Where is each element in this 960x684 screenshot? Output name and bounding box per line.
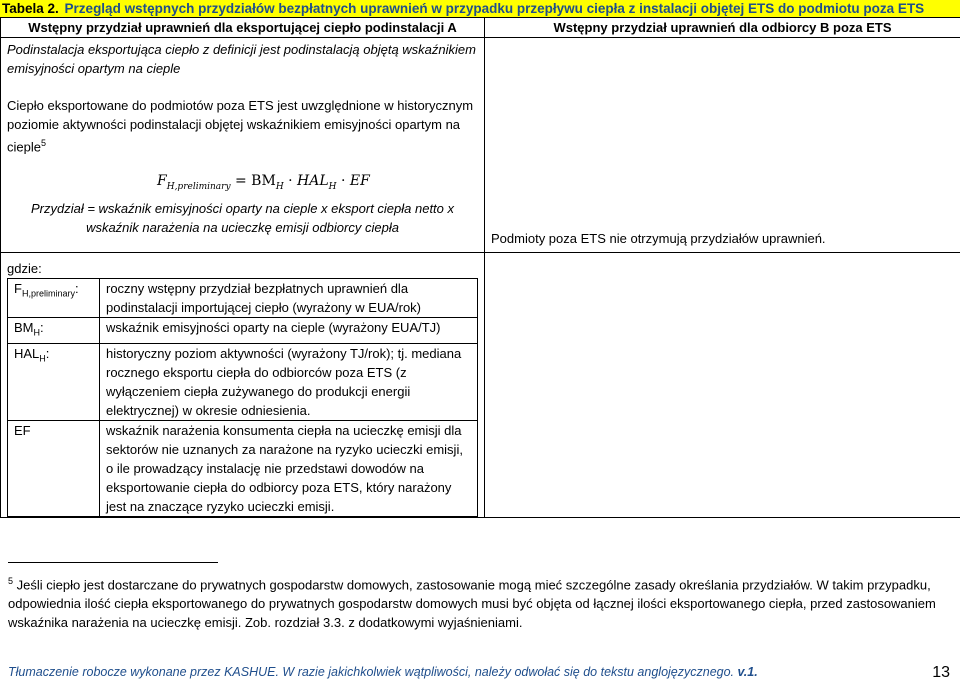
footnote-ref: 5 xyxy=(40,138,46,148)
definition-symbol: $BM_H$: xyxy=(8,318,100,344)
definition-row xyxy=(8,420,478,516)
caption-label: Tabela 2. xyxy=(2,1,59,16)
right-upper-cell xyxy=(485,38,960,253)
allocation-formula xyxy=(7,172,478,197)
definition-row xyxy=(8,343,478,420)
header-non-ets-consumer: Wstępny przydział uprawnień dla odbiorcy B poza ETS xyxy=(485,18,960,38)
footer-text: Tłumaczenie robocze wykonane przez KASHUE. W razie jakichkolwiek wątpliwości, należy odwołać się do tekstu anglojęzycznego. xyxy=(8,665,735,679)
non-ets-note: Podmioty poza ETS nie otrzymują przydziałów uprawnień. xyxy=(491,231,826,246)
formula-f-sub: H,preliminary xyxy=(166,182,231,193)
definition-symbol: $HAL_H$: xyxy=(8,343,100,420)
footnote-number: 5 xyxy=(8,576,14,586)
formula-hal: HAL xyxy=(297,173,329,190)
definitions-list xyxy=(7,278,478,517)
allocation-description: Przydział = wskaźnik emisyjności oparty na cieple x eksport ciepła netto x wskaźnik narażenia na ucieczkę emisji odbiorcy ciepła xyxy=(30,201,455,236)
footnote-text: Jeśli ciepło jest dostarczane do prywatnych gospodarstw domowych, zastosowanie mogą mieć szczególne zasady określania przydziałów. W takim przypadku, odpowiednia ilość ciepła eksportowanego do prywatnych gospodarstw domowych musi być objęta od łącznej ilości eksportowanego ciepła, przed zastosowaniem wskaźnika narażenia na ucieczkę emisji. Zob. rozdział 3.3. z dodatkowymi wyjaśnieniami. xyxy=(8,577,936,631)
formula-bm: = BM xyxy=(235,173,276,190)
heat-export-text: Ciepło eksportowane do podmiotów poza ETS jest uwzględnione w historycznym poziomie aktywności podinstalacji objętej wskaźnikiem emisyjności opartym na cieple xyxy=(7,98,474,155)
definitions-cell xyxy=(1,253,485,518)
footer-version: v.1. xyxy=(737,665,758,679)
definition-row xyxy=(8,318,478,344)
table-lower-row xyxy=(1,253,960,518)
definition-row xyxy=(8,279,478,318)
definition-text: wskaźnik narażenia konsumenta ciepła na ucieczkę emisji dla sektorów nie uznanych za narażone na ryzyko ucieczki emisji, o ile prowadzący instalację nie przedstawi dowodów na eksportowanie ciepła do odbiorcy poza ETS, który narażony jest na znaczące ryzyko ucieczki emisji. xyxy=(100,420,478,516)
right-lower-cell xyxy=(485,253,960,518)
page-number: 13 xyxy=(932,664,950,681)
formula-dot: · xyxy=(288,173,293,190)
formula-hal-sub: H xyxy=(328,182,337,193)
definition-text: roczny wstępny przydział bezpłatnych uprawnień dla podinstalacji importującej ciepło (wyrażony w EUA/rok) xyxy=(100,279,478,318)
header-exporting-subinstallation: Wstępny przydział uprawnień dla eksportującej ciepło podinstalacji A xyxy=(1,18,485,38)
definition-symbol: $F_{H,preliminary}$: xyxy=(8,279,100,318)
heat-export-paragraph xyxy=(7,96,478,156)
formula-dot: · xyxy=(340,173,346,190)
intro-italic: Podinstalacja eksportująca ciepło z definicji jest podinstalacją objętą wskaźnikiem emisyjności opartym na cieple xyxy=(7,42,476,76)
formula-ef: EF xyxy=(349,173,370,190)
definition-text: historyczny poziom aktywności (wyrażony TJ/rok); tj. mediana rocznego eksportu ciepła do odbiorców poza ETS (z wyłączeniem ciepła zużywanego do produkcji energii elektrycznej) w okresie odniesienia. xyxy=(100,343,478,420)
formula-bm-sub: H xyxy=(275,182,284,193)
allocation-table xyxy=(0,17,960,518)
definition-symbol: EF xyxy=(8,420,100,516)
table-caption xyxy=(0,0,960,17)
table-header-row xyxy=(1,18,960,38)
formula-f: F xyxy=(157,173,167,190)
footer-note xyxy=(8,665,758,679)
table-upper-row xyxy=(1,38,960,253)
left-upper-cell xyxy=(1,38,485,253)
definition-text: wskaźnik emisyjności oparty na cieple (wyrażony EUA/TJ) xyxy=(100,318,478,344)
footnote-separator xyxy=(8,562,218,563)
caption-title: Przegląd wstępnych przydziałów bezpłatnych uprawnień w przypadku przepływu ciepła z instalacji objętej ETS do podmiotu poza ETS xyxy=(64,1,925,16)
footnote xyxy=(8,572,952,632)
gdzie-label: gdzie: xyxy=(7,261,42,276)
